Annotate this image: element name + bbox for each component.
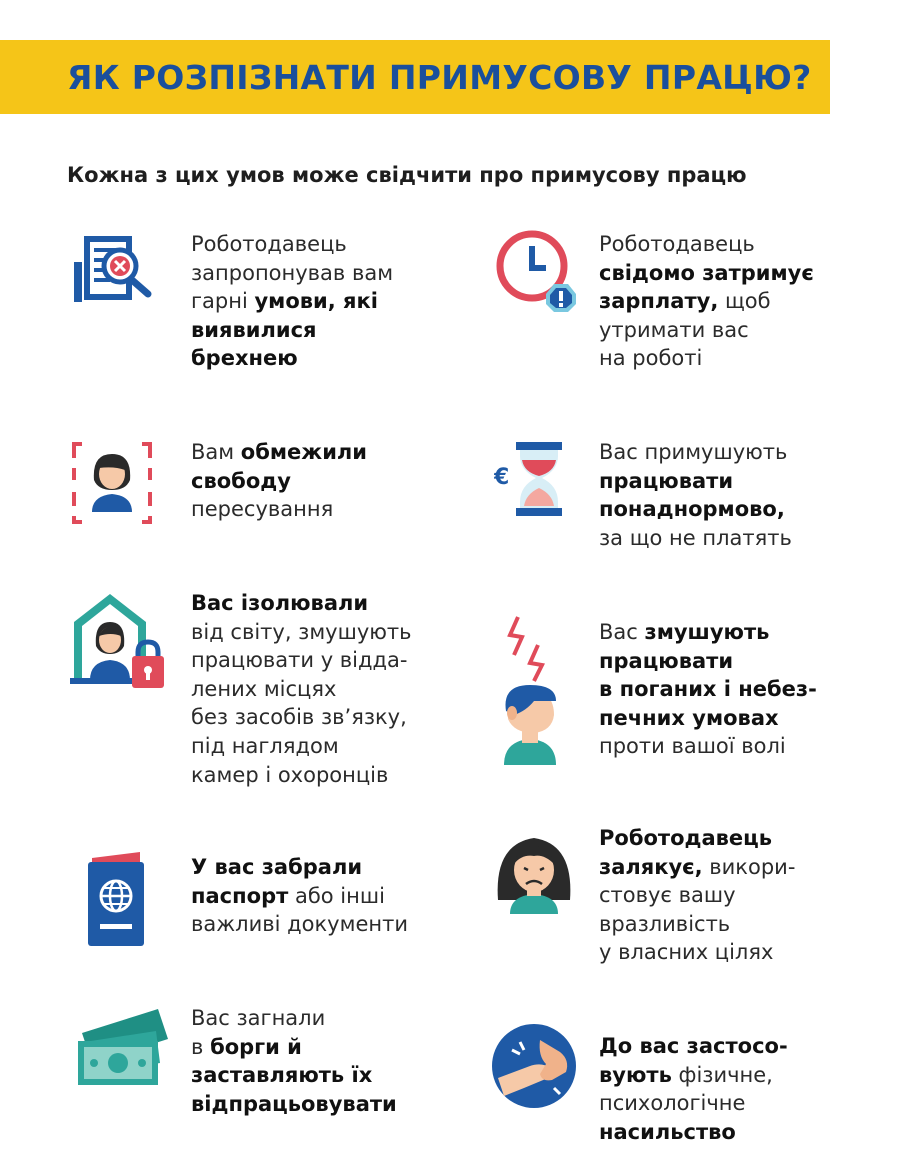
hourglass-euro-icon <box>494 440 566 518</box>
svg-text:€: € <box>494 465 510 490</box>
text-line: понаднормово, <box>599 497 785 522</box>
clock-warning-icon <box>494 228 578 314</box>
text-line: у власних цілях <box>599 940 774 965</box>
text-line: важливі документи <box>191 912 408 937</box>
text-line: під наглядом <box>191 733 339 758</box>
text-line: лених місцях <box>191 676 337 701</box>
text-line: утримати вас <box>599 317 749 342</box>
text-line: стовує вашу <box>599 883 736 908</box>
text-line: заставляють їх <box>191 1063 373 1088</box>
text-line: зарплату, щоб <box>599 289 771 314</box>
text-line: відпрацьовувати <box>191 1091 397 1116</box>
text-line: від світу, змушують <box>191 619 412 644</box>
page-title: ЯК РОЗПІЗНАТИ ПРИМУСОВУ ПРАЦЮ? <box>67 58 812 97</box>
text-line: камер і охоронців <box>191 762 389 787</box>
text-line: вразливість <box>599 911 731 936</box>
text-line: проти вашої волі <box>599 734 786 759</box>
isolated-house-lock-icon <box>70 592 170 700</box>
passport-icon <box>84 852 148 948</box>
text-line: Роботодавець <box>599 232 755 256</box>
text-line: насильство <box>599 1119 736 1144</box>
text-line: Вас примушують <box>599 440 788 464</box>
text-line: пересування <box>191 497 334 522</box>
text-line: Роботодавець <box>599 826 773 850</box>
text-line: вують фізичне, <box>599 1062 773 1087</box>
money-debt-icon <box>72 1005 172 1087</box>
text-line: До вас застосо- <box>599 1034 788 1058</box>
text-line: виявилися <box>191 317 317 342</box>
text-line: Роботодавець <box>191 232 347 256</box>
text-line: свободу <box>191 468 291 493</box>
text-line: в поганих і небез- <box>599 677 817 702</box>
text-line: працювати <box>599 648 734 673</box>
restricted-person-icon <box>70 440 154 524</box>
text-line: Вас змушують <box>599 620 770 644</box>
text-line: брехнею <box>191 346 298 371</box>
text-line: за що не платять <box>599 525 792 550</box>
frightened-woman-icon <box>494 830 574 914</box>
text-line: У вас забрали <box>191 855 363 879</box>
document-magnifier-icon <box>70 232 154 308</box>
text-line: паспорт або інші <box>191 883 385 908</box>
text-line: працювати у віддa- <box>191 648 408 673</box>
text-line: свідомо затримує <box>599 260 814 285</box>
text-line: Вас загнали <box>191 1006 326 1030</box>
text-line: запропонував вам <box>191 260 394 285</box>
title-banner <box>0 40 830 114</box>
text-line: Вас ізолювали <box>191 591 369 615</box>
text-line: психологічне <box>599 1091 746 1116</box>
text-line: гарні умови, які <box>191 289 378 314</box>
violence-hands-icon <box>490 1022 578 1110</box>
subtitle: Кожна з цих умов може свідчити про примусову працю <box>67 163 747 187</box>
text-line: на роботі <box>599 346 703 371</box>
text-line: без засобів зв’язку, <box>191 705 407 730</box>
text-line: Вам обмежили <box>191 440 368 464</box>
text-line: працювати <box>599 468 734 493</box>
text-line: залякує, викори- <box>599 854 796 879</box>
text-line: печних умовах <box>599 705 779 730</box>
hazard-worker-icon <box>500 615 562 765</box>
text-line: в борги й <box>191 1034 302 1059</box>
